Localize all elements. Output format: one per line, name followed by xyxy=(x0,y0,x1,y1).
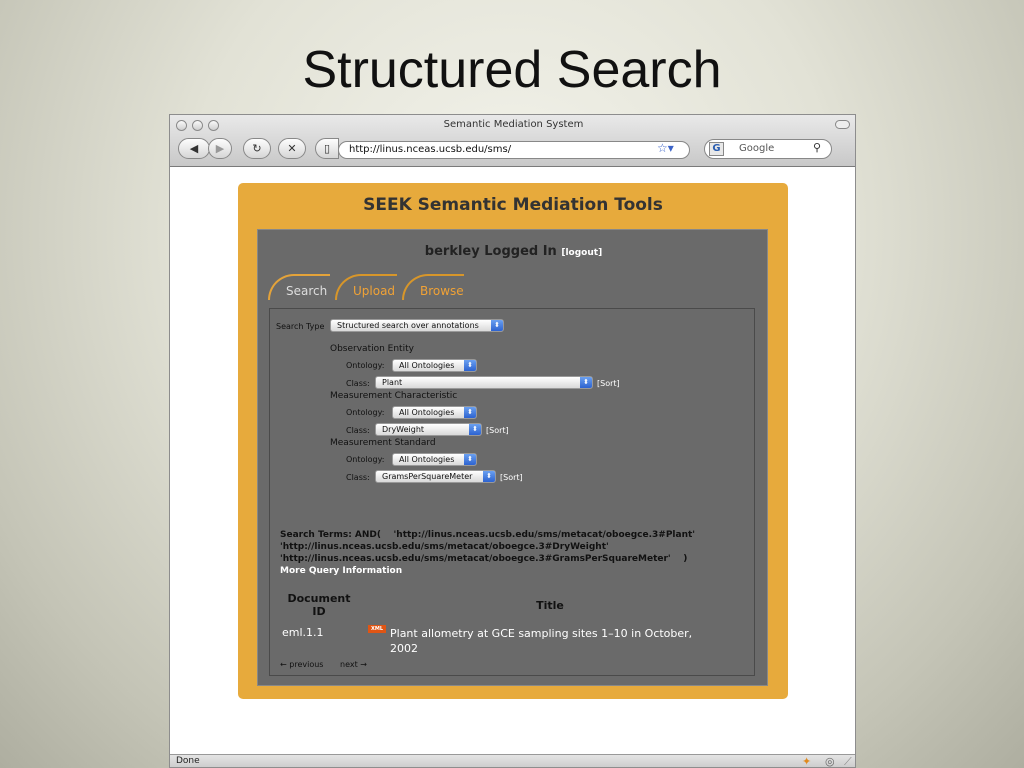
forward-button[interactable] xyxy=(208,138,232,159)
search-terms xyxy=(280,529,750,577)
bookmark-star-icon[interactable]: ☆▾ xyxy=(657,141,674,155)
standard-ontology-value: All Ontologies xyxy=(399,455,455,464)
characteristic-ontology-select[interactable] xyxy=(392,406,477,419)
result-title-text: 2002 xyxy=(390,642,418,655)
standard-sort-link[interactable]: [Sort] xyxy=(500,473,523,482)
user-status xyxy=(258,244,769,259)
logout-link[interactable]: [logout] xyxy=(561,248,603,258)
standard-class-value: GramsPerSquareMeter xyxy=(382,472,473,481)
ontology-label: Ontology: xyxy=(346,408,385,417)
chevron-updown-icon: ⬍ xyxy=(464,454,476,465)
search-type-label: Search Type xyxy=(276,322,325,331)
search-type-select[interactable] xyxy=(330,319,504,332)
page-icon-button[interactable] xyxy=(315,138,339,159)
search-field[interactable] xyxy=(704,139,832,159)
security-icon[interactable]: ◎ xyxy=(825,755,835,768)
xml-badge-icon[interactable]: XML xyxy=(368,625,386,633)
reload-button[interactable] xyxy=(243,138,271,159)
previous-link[interactable]: ← previous xyxy=(280,660,324,669)
app-header: SEEK Semantic Mediation Tools xyxy=(363,195,663,215)
class-label: Class: xyxy=(346,379,370,388)
class-label: Class: xyxy=(346,473,370,482)
search-terms-line: 'http://linus.nceas.ucsb.edu/sms/metacat/oboegce.3#DryWeight' xyxy=(280,542,609,552)
ontology-label: Ontology: xyxy=(346,361,385,370)
characteristic-class-select[interactable] xyxy=(375,423,482,436)
measurement-standard-heading: Measurement Standard xyxy=(330,438,436,448)
toolbar-toggle-button[interactable] xyxy=(835,120,850,129)
entity-class-select[interactable] xyxy=(375,376,593,389)
back-arrow-icon: ◀ xyxy=(189,142,199,155)
standard-class-select[interactable] xyxy=(375,470,496,483)
entity-ontology-select[interactable] xyxy=(392,359,477,372)
google-logo-icon: G xyxy=(709,142,724,156)
magnifier-icon: ⚲ xyxy=(813,141,822,154)
app-inner xyxy=(257,229,768,686)
standard-ontology-select[interactable] xyxy=(392,453,477,466)
slide-title: Structured Search xyxy=(302,41,722,99)
search-type-value: Structured search over annotations xyxy=(337,321,479,330)
tab-upload[interactable]: Upload xyxy=(335,274,397,300)
back-button[interactable] xyxy=(178,138,210,159)
search-placeholder: Google xyxy=(739,143,775,154)
addon-icon[interactable]: ✦ xyxy=(802,755,812,768)
measurement-characteristic-heading: Measurement Characteristic xyxy=(330,391,458,401)
search-terms-line: Search Terms: AND( 'http://linus.nceas.ucsb.edu/sms/metacat/oboegce.3#Plant' xyxy=(280,530,696,540)
entity-ontology-value: All Ontologies xyxy=(399,361,455,370)
stop-x-icon: ✕ xyxy=(287,142,297,155)
next-link[interactable]: next → xyxy=(340,660,367,669)
window-title: Semantic Mediation System xyxy=(443,119,584,130)
column-header-document-id xyxy=(284,592,354,618)
result-title-text: Plant allometry at GCE sampling sites 1–10 in October, xyxy=(390,627,693,640)
chevron-updown-icon: ⬍ xyxy=(580,377,592,388)
forward-arrow-icon: ▶ xyxy=(215,142,225,155)
user-status-text: berkley Logged In xyxy=(424,244,557,259)
browser-window xyxy=(169,114,856,768)
tab-browse[interactable]: Browse xyxy=(402,274,464,300)
stop-button[interactable] xyxy=(278,138,306,159)
characteristic-ontology-value: All Ontologies xyxy=(399,408,455,417)
result-title[interactable] xyxy=(390,626,750,656)
characteristic-sort-link[interactable]: [Sort] xyxy=(486,426,509,435)
entity-class-value: Plant xyxy=(382,378,403,387)
page-icon: ▯ xyxy=(323,142,331,155)
column-header-text: Document xyxy=(287,592,351,605)
status-bar xyxy=(170,754,856,768)
column-header-title: Title xyxy=(536,599,564,612)
sms-panel xyxy=(238,183,788,699)
chevron-updown-icon: ⬍ xyxy=(483,471,495,482)
browser-titlebar xyxy=(170,115,856,167)
search-form xyxy=(269,308,755,676)
chevron-updown-icon: ⬍ xyxy=(469,424,481,435)
search-terms-line: 'http://linus.nceas.ucsb.edu/sms/metacat/oboegce.3#GramsPerSquareMeter' ) xyxy=(280,554,688,564)
observation-entity-heading: Observation Entity xyxy=(330,344,414,354)
result-doc-id[interactable]: eml.1.1 xyxy=(282,626,324,639)
chevron-updown-icon: ⬍ xyxy=(464,407,476,418)
more-query-info-link[interactable]: More Query Information xyxy=(280,566,403,576)
url-field[interactable]: http://linus.nceas.ucsb.edu/sms/ xyxy=(338,141,690,159)
characteristic-class-value: DryWeight xyxy=(382,425,425,434)
chevron-updown-icon: ⬍ xyxy=(491,320,503,331)
ontology-label: Ontology: xyxy=(346,455,385,464)
status-text: Done xyxy=(176,756,200,766)
column-header-text: ID xyxy=(312,605,326,618)
chevron-updown-icon: ⬍ xyxy=(464,360,476,371)
class-label: Class: xyxy=(346,426,370,435)
resize-grip-icon[interactable]: ⟋ xyxy=(844,755,852,768)
tab-search[interactable]: Search xyxy=(268,274,330,300)
entity-sort-link[interactable]: [Sort] xyxy=(597,379,620,388)
reload-icon: ↻ xyxy=(252,142,262,155)
